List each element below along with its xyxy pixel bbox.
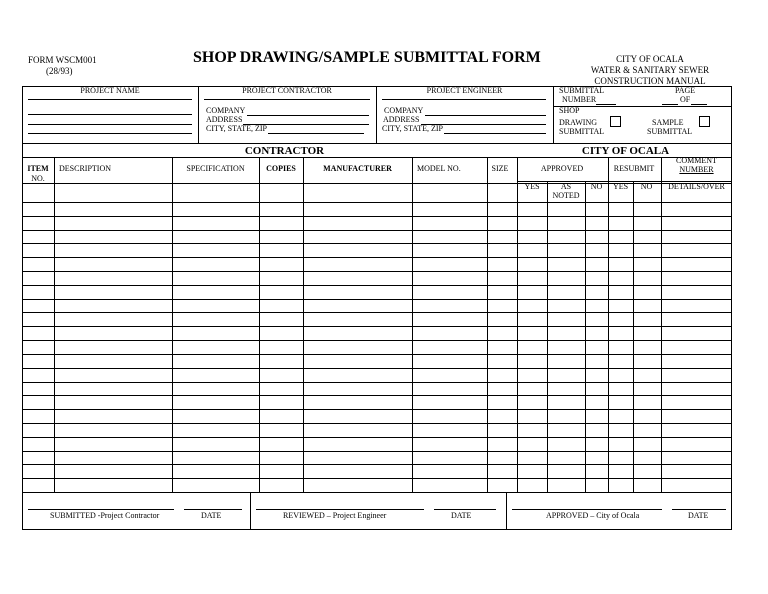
table-column-rule bbox=[487, 157, 488, 492]
contractor-company-label: COMPANY bbox=[206, 106, 246, 115]
engineer-name-line[interactable] bbox=[382, 99, 546, 100]
contractor-address-label: ADDRESS bbox=[206, 115, 243, 124]
as-noted-header: AS bbox=[560, 182, 572, 191]
table-subcolumn-rule bbox=[585, 181, 586, 492]
table-header-rule bbox=[22, 183, 732, 184]
contractor-company-line[interactable] bbox=[247, 115, 369, 116]
project-name-line[interactable] bbox=[28, 124, 192, 125]
reviewed-date-label: DATE bbox=[451, 511, 472, 520]
table-row-rule bbox=[22, 368, 732, 369]
project-name-label: PROJECT NAME bbox=[80, 86, 140, 95]
info-divider bbox=[553, 86, 554, 143]
resubmit-header: RESUBMIT bbox=[613, 164, 655, 173]
submitted-signature-line[interactable] bbox=[28, 509, 174, 510]
table-column-rule bbox=[259, 157, 260, 492]
submitted-label: SUBMITTED -Project Contractor bbox=[50, 511, 160, 520]
submittal-label: SUBMITTAL bbox=[559, 86, 605, 95]
comment-header: COMMENT bbox=[676, 156, 717, 165]
table-row-rule bbox=[22, 464, 732, 465]
table-row-rule bbox=[22, 312, 732, 313]
contractor-section-title: CONTRACTOR bbox=[244, 145, 325, 157]
engineer-company-label: COMPANY bbox=[384, 106, 424, 115]
org-line-1: CITY OF OCALA bbox=[616, 54, 684, 64]
org-line-2: WATER & SANITARY SEWER bbox=[590, 65, 710, 75]
project-name-line[interactable] bbox=[28, 133, 192, 134]
footer-divider bbox=[506, 492, 507, 530]
org-line-3: CONSTRUCTION MANUAL bbox=[594, 76, 706, 86]
table-row-rule bbox=[22, 395, 732, 396]
footer-divider bbox=[250, 492, 251, 530]
approved-no-header: NO bbox=[590, 182, 603, 191]
table-column-rule bbox=[517, 157, 518, 492]
manufacturer-header: MANUFACTURER bbox=[323, 164, 392, 173]
table-column-rule bbox=[172, 157, 173, 492]
table-row-rule bbox=[22, 299, 732, 300]
table-row-rule bbox=[22, 492, 732, 493]
shop-drawing-checkbox[interactable] bbox=[610, 116, 621, 127]
shop-label: SHOP bbox=[559, 106, 580, 115]
as-noted-header-2: NOTED bbox=[552, 191, 580, 200]
table-row-rule bbox=[22, 437, 732, 438]
of-label: OF bbox=[680, 95, 691, 104]
table-subcolumn-rule bbox=[547, 181, 548, 492]
submittal-divider bbox=[553, 106, 732, 107]
info-bottom-rule bbox=[22, 143, 732, 144]
approved-label: APPROVED – City of Ocala bbox=[546, 511, 640, 520]
sample-submittal-checkbox[interactable] bbox=[699, 116, 710, 127]
sample-label: SAMPLE bbox=[652, 118, 684, 127]
form-title: SHOP DRAWING/SAMPLE SUBMITTAL FORM bbox=[193, 49, 541, 66]
table-column-rule bbox=[303, 157, 304, 492]
item-no-header: NO. bbox=[31, 174, 45, 183]
table-row-rule bbox=[22, 340, 732, 341]
table-row-rule bbox=[22, 409, 732, 410]
approved-yes-header: YES bbox=[524, 182, 540, 191]
contractor-city-label: CITY, STATE, ZIP bbox=[206, 124, 267, 133]
page-number-line[interactable] bbox=[662, 104, 678, 105]
page-label: PAGE bbox=[675, 86, 696, 95]
submittal-number-line[interactable] bbox=[596, 104, 616, 105]
submitted-date-line[interactable] bbox=[184, 509, 242, 510]
number-label: NUMBER bbox=[562, 95, 597, 104]
table-row-rule bbox=[22, 382, 732, 383]
table-row-rule bbox=[22, 478, 732, 479]
table-row-rule bbox=[22, 326, 732, 327]
details-header: DETAILS/OVER bbox=[668, 182, 725, 191]
approved-signature-line[interactable] bbox=[512, 509, 662, 510]
resubmit-no-header: NO bbox=[640, 182, 653, 191]
description-header: DESCRIPTION bbox=[59, 164, 112, 173]
table-column-rule bbox=[412, 157, 413, 492]
specification-header: SPECIFICATION bbox=[186, 164, 245, 173]
contractor-name-line[interactable] bbox=[204, 99, 370, 100]
table-row-rule bbox=[22, 285, 732, 286]
table-row-rule bbox=[22, 423, 732, 424]
drawing-submittal-label: SUBMITTAL bbox=[559, 127, 605, 136]
table-row-rule bbox=[22, 230, 732, 231]
table-row-rule bbox=[22, 271, 732, 272]
comment-number-header: NUMBER bbox=[679, 165, 714, 174]
project-contractor-label: PROJECT CONTRACTOR bbox=[242, 86, 332, 95]
project-engineer-label: PROJECT ENGINEER bbox=[426, 86, 503, 95]
table-row-rule bbox=[22, 243, 732, 244]
city-section-title: CITY OF OCALA bbox=[581, 145, 670, 157]
table-subcolumn-rule bbox=[633, 181, 634, 492]
project-name-line[interactable] bbox=[28, 114, 192, 115]
sample-submittal-label: SUBMITTAL bbox=[647, 127, 693, 136]
engineer-company-line[interactable] bbox=[425, 115, 546, 116]
engineer-city-line[interactable] bbox=[444, 133, 546, 134]
section-rule bbox=[22, 157, 732, 158]
approved-date-label: DATE bbox=[688, 511, 709, 520]
table-row-rule bbox=[22, 354, 732, 355]
contractor-city-line[interactable] bbox=[268, 133, 364, 134]
engineer-address-label: ADDRESS bbox=[383, 115, 420, 124]
resubmit-yes-header: YES bbox=[612, 182, 629, 191]
table-row-rule bbox=[22, 451, 732, 452]
table-row-rule bbox=[22, 257, 732, 258]
table-row-rule bbox=[22, 202, 732, 203]
page-total-line[interactable] bbox=[691, 104, 707, 105]
submitted-date-label: DATE bbox=[201, 511, 222, 520]
table-column-rule bbox=[608, 157, 609, 492]
table-row-rule bbox=[22, 216, 732, 217]
reviewed-date-line[interactable] bbox=[434, 509, 496, 510]
drawing-label: DRAWING bbox=[559, 118, 598, 127]
form-id: FORM WSCM001 bbox=[28, 55, 97, 65]
reviewed-signature-line[interactable] bbox=[256, 509, 424, 510]
model-no-header: MODEL NO. bbox=[417, 164, 461, 173]
approved-date-line[interactable] bbox=[672, 509, 726, 510]
copies-header: COPIES bbox=[266, 164, 296, 173]
table-column-rule bbox=[661, 157, 662, 492]
item-header: ITEM bbox=[27, 164, 49, 173]
reviewed-label: REVIEWED – Project Engineer bbox=[283, 511, 387, 520]
project-name-line[interactable] bbox=[28, 99, 192, 100]
form-date: (28/93) bbox=[46, 66, 73, 76]
size-header: SIZE bbox=[491, 164, 509, 173]
table-column-rule bbox=[54, 157, 55, 492]
approved-header: APPROVED bbox=[540, 164, 584, 173]
engineer-city-label: CITY, STATE, ZIP bbox=[382, 124, 443, 133]
